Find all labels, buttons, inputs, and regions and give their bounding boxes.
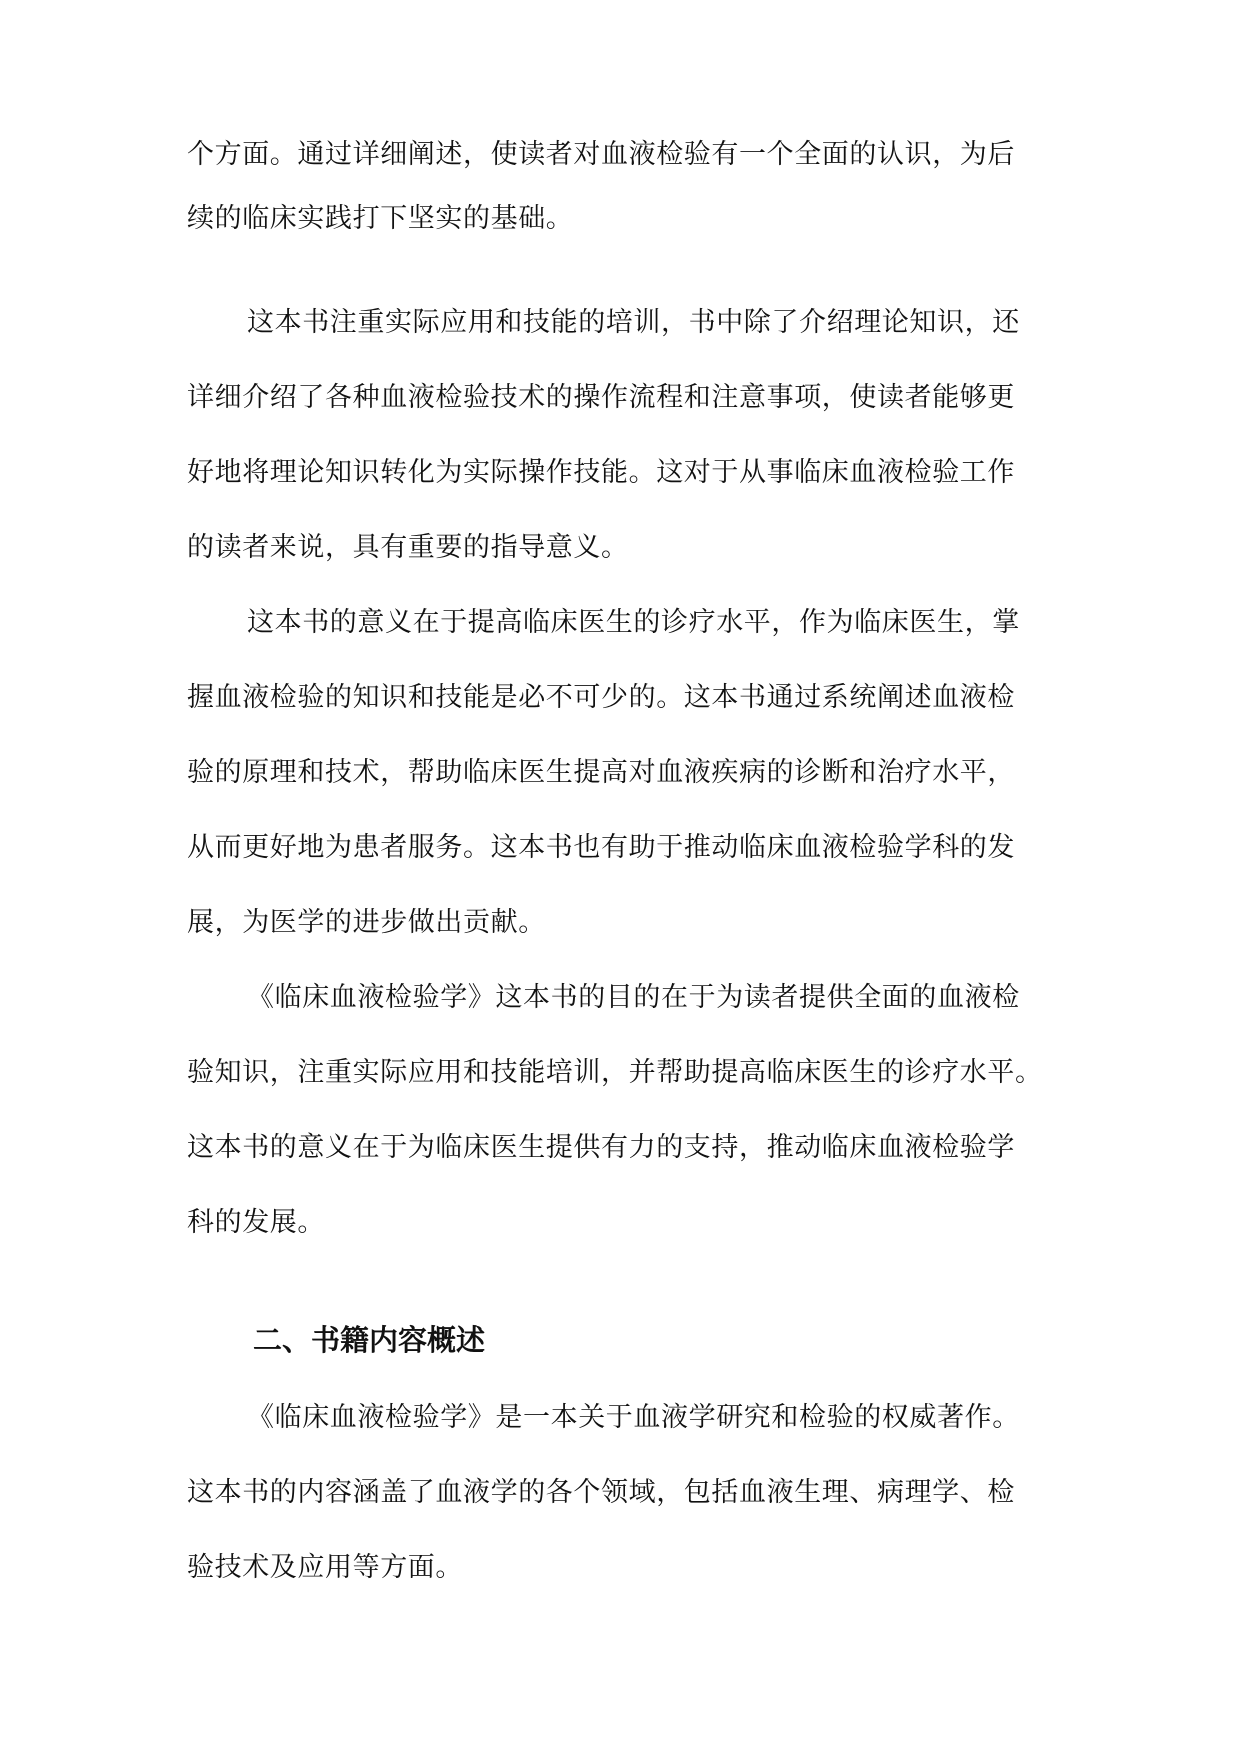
text-line: 这本书的意义在于为临床医生提供有力的支持，推动临床血液检验学 bbox=[187, 1132, 1015, 1163]
text-line: 续的临床实践打下坚实的基础。 bbox=[187, 203, 574, 234]
text-line: 个方面。通过详细阐述，使读者对血液检验有一个全面的认识，为后 bbox=[187, 139, 1015, 170]
text-line: 这本书注重实际应用和技能的培训，书中除了介绍理论知识，还 bbox=[247, 307, 1020, 338]
text-line: 这本书的意义在于提高临床医生的诊疗水平，作为临床医生，掌 bbox=[247, 607, 1020, 638]
text-line: 《临床血液检验学》是一本关于血液学研究和检验的权威著作。 bbox=[247, 1402, 1020, 1433]
text-line: 握血液检验的知识和技能是必不可少的。这本书通过系统阐述血液检 bbox=[187, 682, 1015, 713]
text-line: 验的原理和技术，帮助临床医生提高对血液疾病的诊断和治疗水平， bbox=[187, 757, 1015, 788]
text-line: 这本书的内容涵盖了血液学的各个领域，包括血液生理、病理学、检 bbox=[187, 1477, 1015, 1508]
text-line: 的读者来说，具有重要的指导意义。 bbox=[187, 532, 629, 563]
text-line: 好地将理论知识转化为实际操作技能。这对于从事临床血液检验工作 bbox=[187, 457, 1015, 488]
text-line: 从而更好地为患者服务。这本书也有助于推动临床血液检验学科的发 bbox=[187, 832, 1015, 863]
text-line: 展，为医学的进步做出贡献。 bbox=[187, 907, 546, 938]
text-line: 验知识，注重实际应用和技能培训，并帮助提高临床医生的诊疗水平。 bbox=[187, 1057, 1043, 1088]
text-line: 详细介绍了各种血液检验技术的操作流程和注意事项，使读者能够更 bbox=[187, 382, 1015, 413]
section-heading: 二、书籍内容概述 bbox=[253, 1323, 486, 1357]
text-line: 验技术及应用等方面。 bbox=[187, 1552, 463, 1583]
text-line: 《临床血液检验学》这本书的目的在于为读者提供全面的血液检 bbox=[247, 982, 1020, 1013]
text-line: 科的发展。 bbox=[187, 1207, 325, 1238]
